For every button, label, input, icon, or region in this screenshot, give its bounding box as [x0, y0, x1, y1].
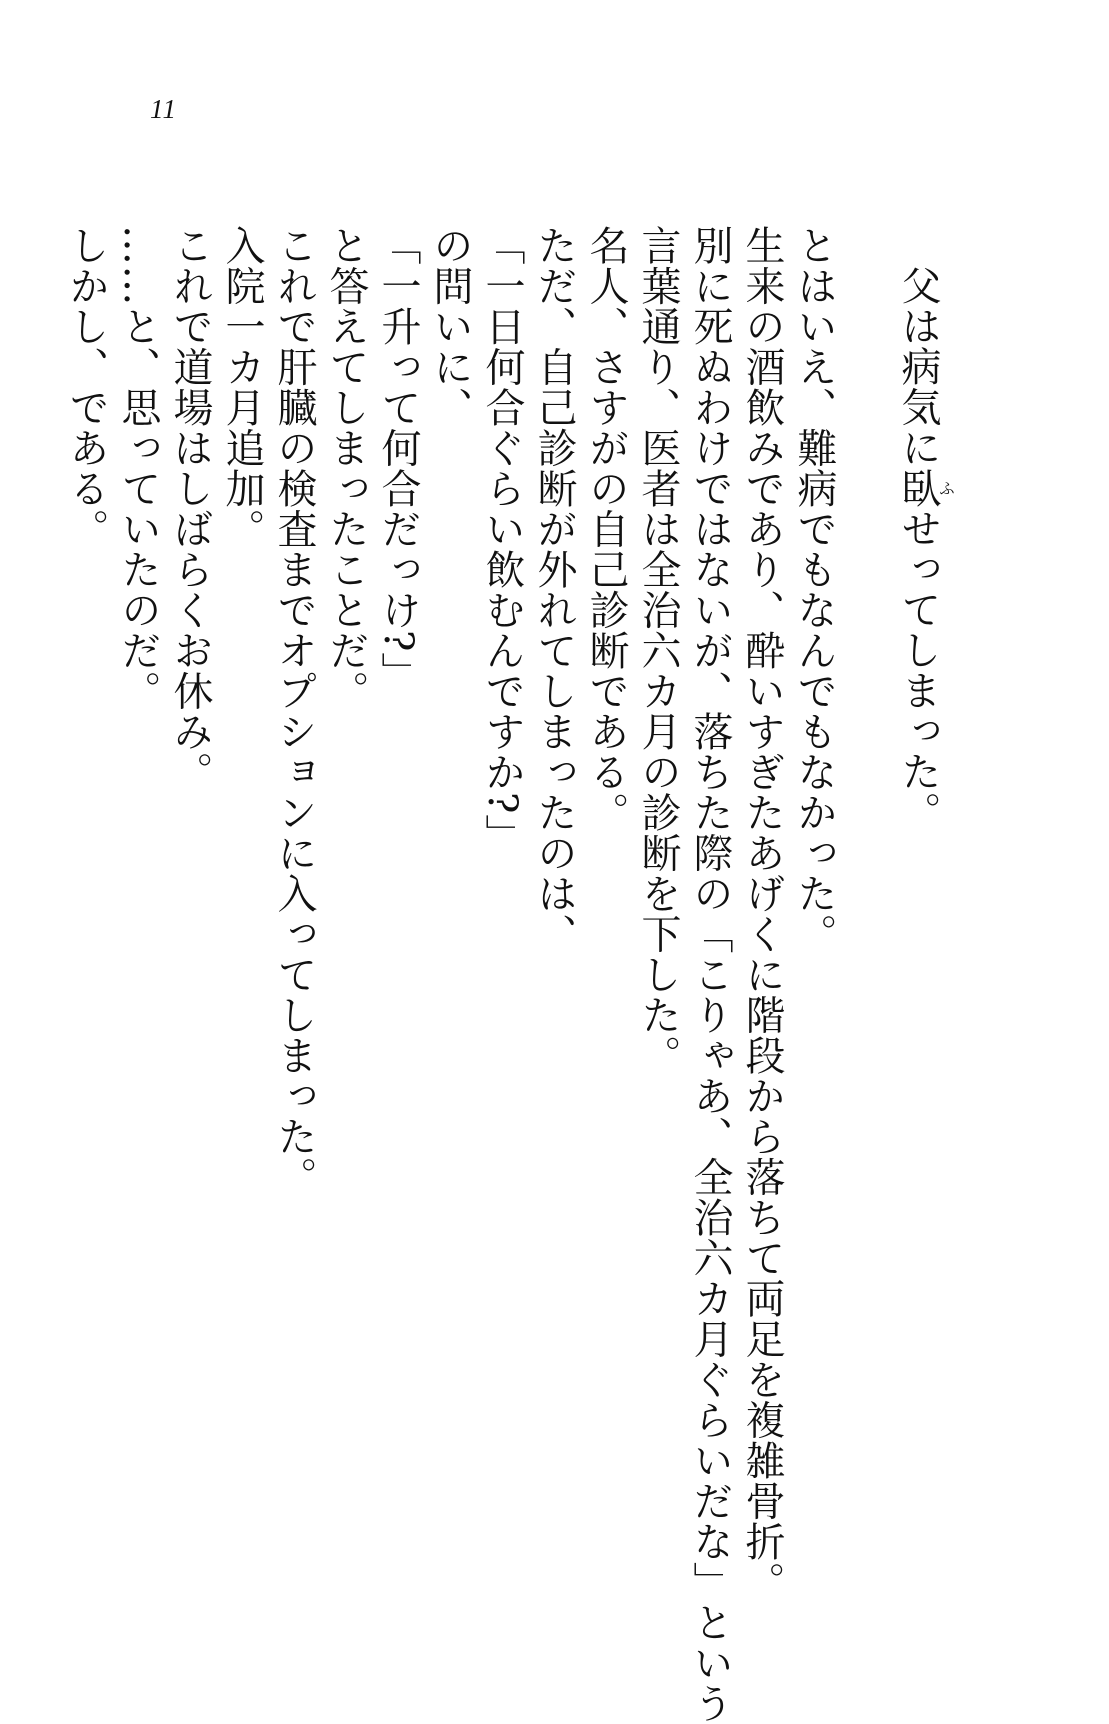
- ruby-word: 臥ふ: [895, 467, 956, 508]
- text-line-12: これで肝臓の検査までオプションに入ってしまった。: [271, 225, 317, 1197]
- text-line-14: これで道場はしばらくお休み。: [167, 225, 213, 792]
- text-line-7: ただ、自己診断が外れてしまったのは、: [531, 225, 577, 954]
- text-line-9: の問いに、: [427, 225, 473, 428]
- text-line-8: 「一日何合ぐらい飲むんですか?」: [479, 225, 525, 855]
- text-line-3: 生来の酒飲みであり、酔いすぎたあげくに階段から落ちて両足を複雑骨折。: [739, 225, 785, 1602]
- text-line-16: しかし、である。: [63, 225, 109, 549]
- text-line-4: 別に死ぬわけではないが、落ちた際の「こりゃあ、全治六カ月ぐらいだな」という: [687, 225, 733, 1724]
- text-line-15: ……と、思っていたのだ。: [115, 225, 161, 711]
- page-number: 11: [150, 94, 177, 124]
- text-line-1: 父は病気に臥ふせってしまった。: [895, 265, 956, 832]
- blank-line: [840, 225, 892, 1515]
- text-line-2: とはいえ、難病でもなんでもなかった。: [791, 225, 837, 954]
- text-line-13: 入院一カ月追加。: [219, 225, 265, 549]
- text-line-6: 名人、さすがの自己診断である。: [583, 225, 629, 833]
- body-text: [63, 225, 956, 1724]
- text-line-5: 言葉通り、医者は全治六カ月の診断を下した。: [635, 225, 681, 1076]
- text-line-11: と答えてしまったことだ。: [323, 225, 369, 711]
- text-line-10: 「一升って何合だっけ?」: [375, 225, 421, 693]
- ruby-reading: ふ: [936, 467, 956, 508]
